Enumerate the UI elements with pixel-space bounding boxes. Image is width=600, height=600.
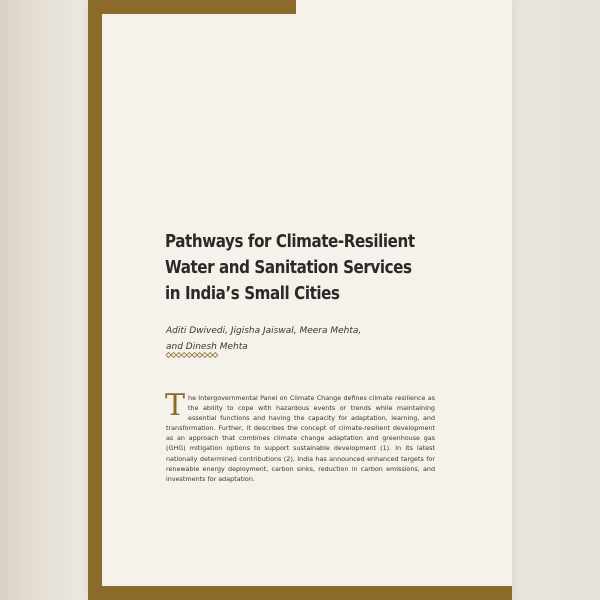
article-title: Pathways for Climate-Resilient Water and Sanitation Services in India’s Small Cities xyxy=(165,231,415,304)
left-accent-bar xyxy=(88,0,102,600)
author-line: Aditi Dwivedi, Jigisha Jaiswal, Meera Mehta, xyxy=(166,326,362,336)
top-accent-bar xyxy=(88,0,296,14)
article-authors xyxy=(166,323,426,355)
body-paragraph: he Intergovernmental Panel on Climate Change defines climate resilience as the ability to cope with hazardous events or trends while maintaining essential functions and having the capacity for adaptation, learning, and transformation. Further, it describes the concept of climate-resilient development as an approach that combines climate change adaptation and greenhouse gas (GHG) mitigation options to support sustainable development (1). In its latest nationally determined contributions (2), India has announced enhanced targets for renewable energy deployment, carbon sinks, reduction in carbon emissions, and investments for adaptation. xyxy=(166,394,435,483)
diamond-chain-ornament-icon xyxy=(166,352,218,358)
bottom-accent-bar xyxy=(88,586,512,600)
drop-cap: T xyxy=(165,388,186,423)
author-line: and Dinesh Mehta xyxy=(166,342,248,352)
article-body xyxy=(165,388,435,484)
